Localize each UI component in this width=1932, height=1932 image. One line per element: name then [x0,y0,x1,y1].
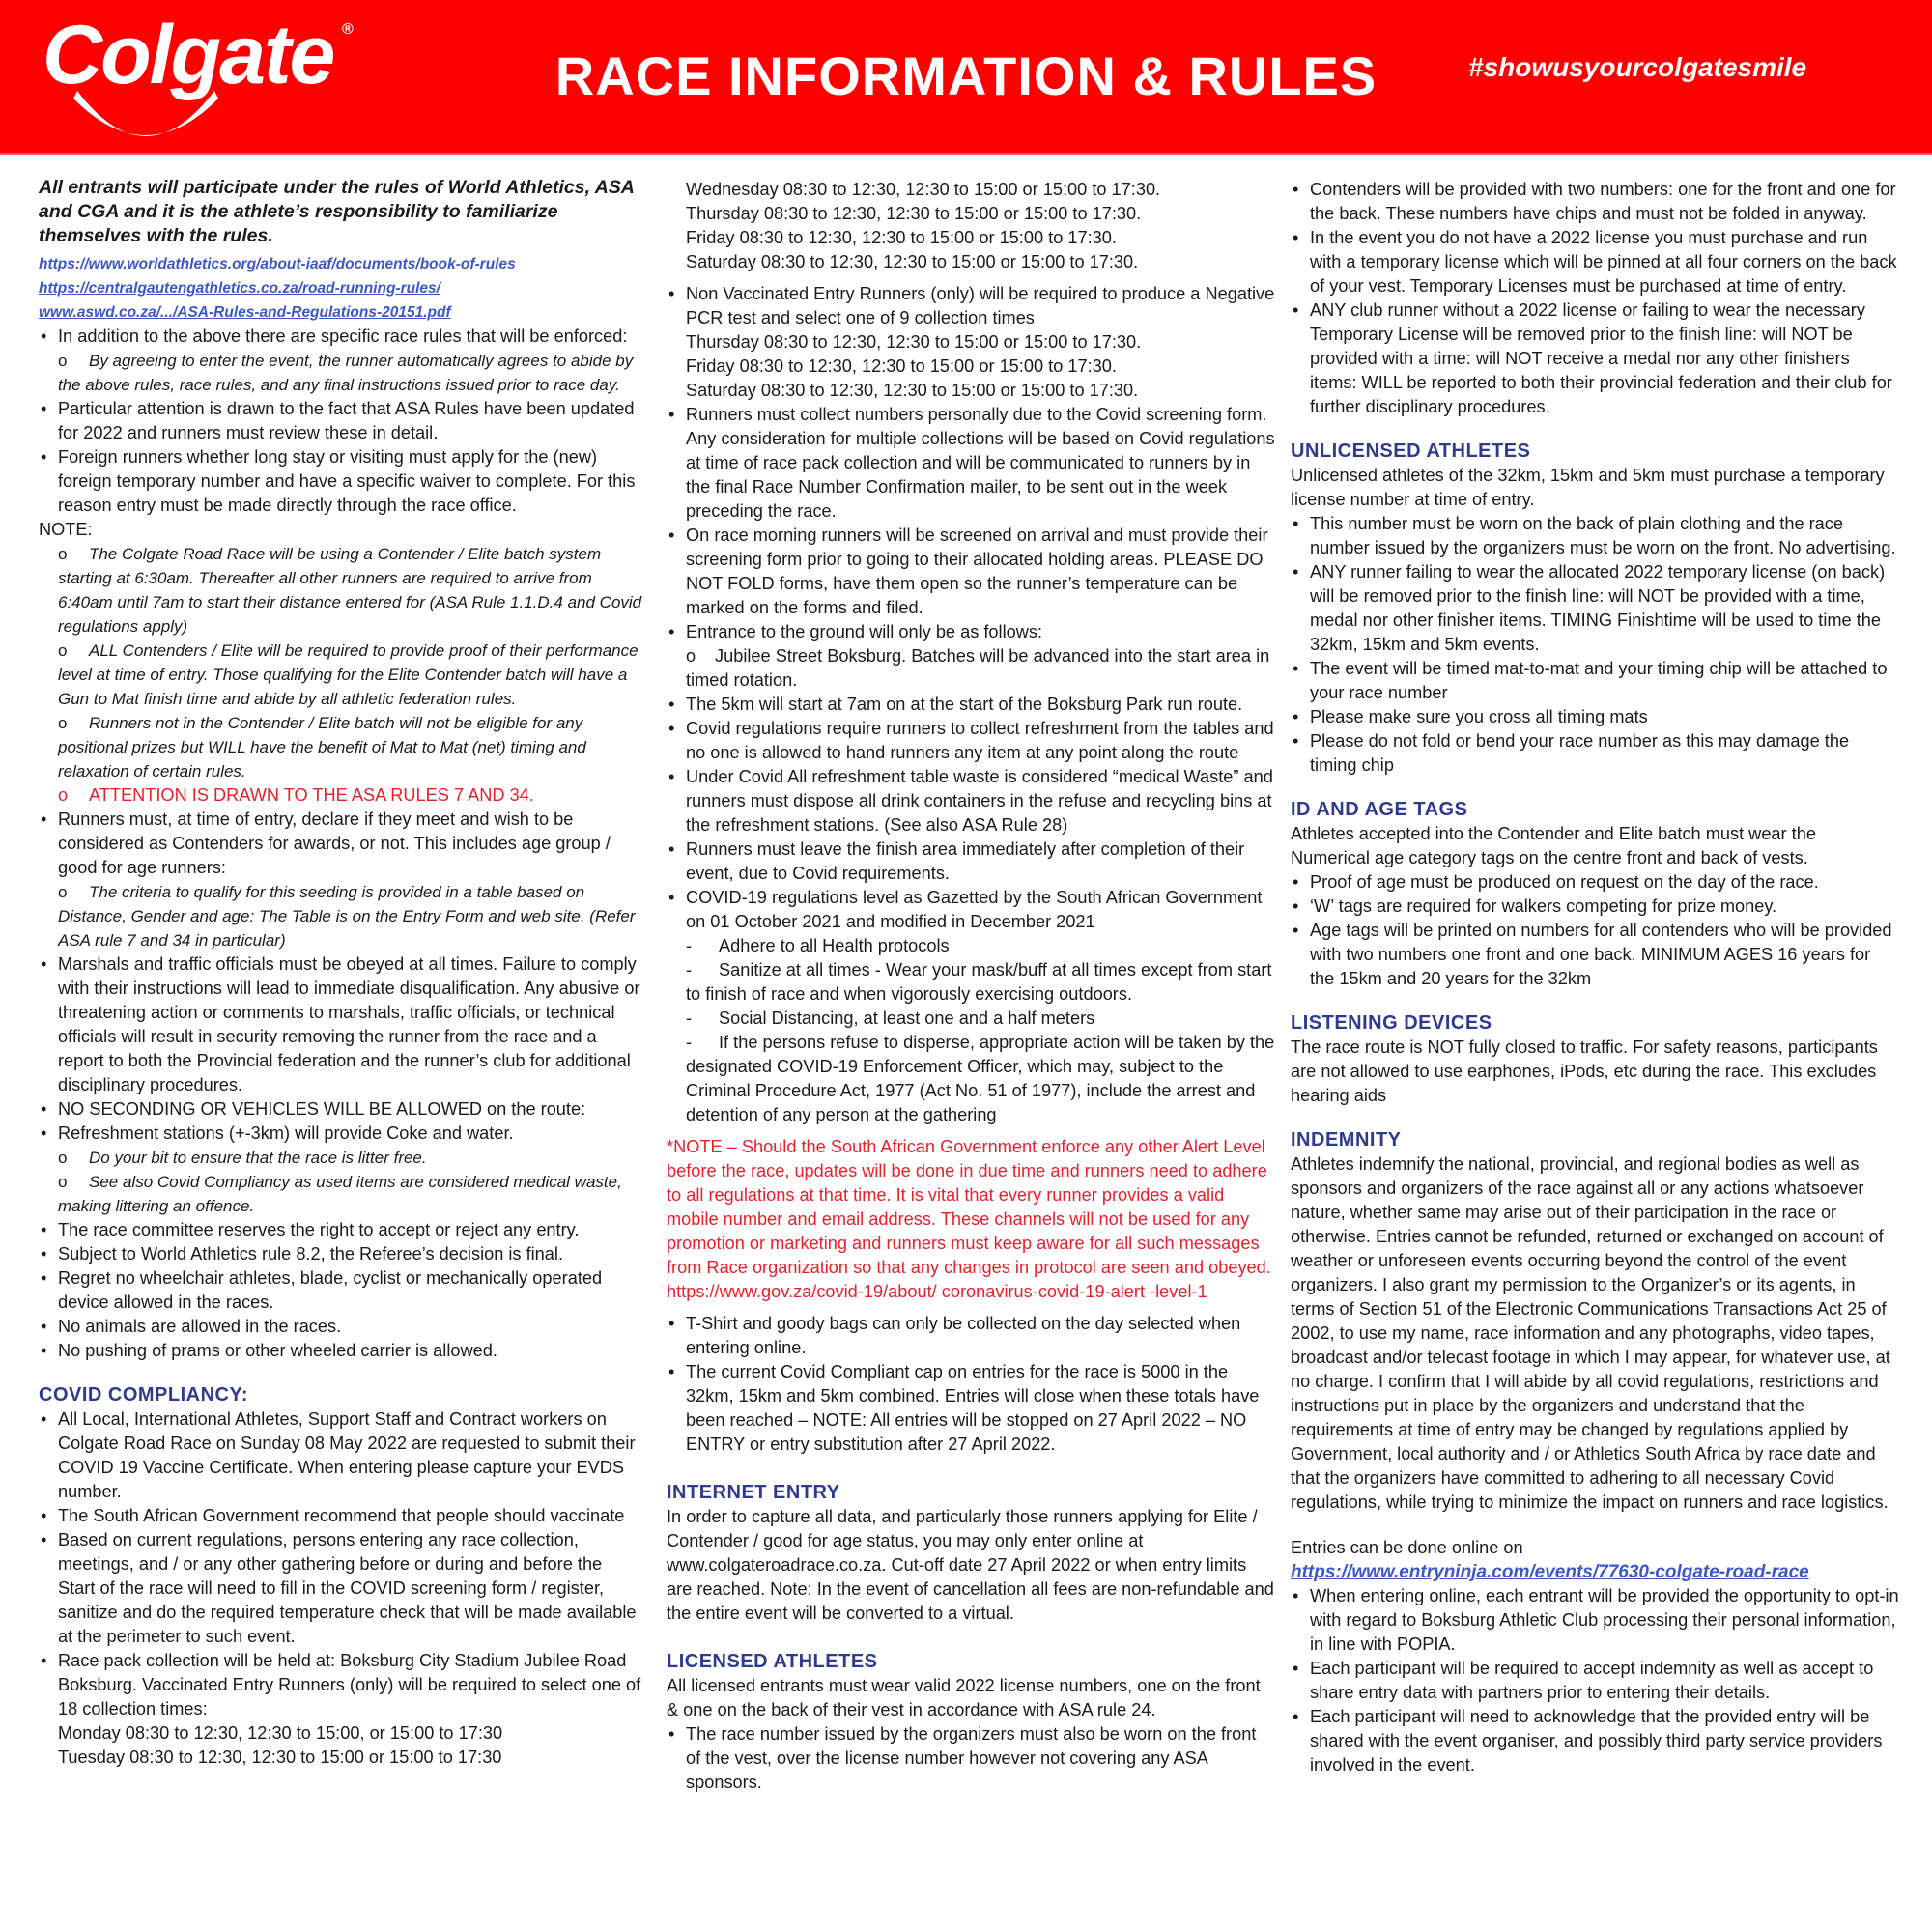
sub-item: o Runners not in the Contender / Elite batch will not be eligible for any positional prizes but WILL have the benefit of Mat to Mat (net) timing and relaxation of certain rules. [58,714,586,781]
list-item: • Non Vaccinated Entry Runners (only) will be required to produce a Negative PCR test and select one of 9 collection times [667,282,1275,330]
section-heading-licensed: LICENSED ATHLETES [667,1651,878,1672]
list-item: • COVID-19 regulations level as Gazetted by the South African Government on 01 October 2021 and modified in December 2021 [667,886,1275,934]
column-middle [667,178,1275,1795]
note-label: NOTE: [39,520,93,539]
list-item: • ANY club runner without a 2022 license or failing to wear the necessary Temporary License will be removed prior to the finish line: will NOT be provided with a time: will NOT receive a medal nor any other finishers items: WILL be reported to both their provincial federation and their club for further disciplinary procedures. [1291,298,1899,419]
list-item: • Each participant will need to acknowledge that the provided entry will be shared with the event organiser, and possibly third party service providers involved in the event. [1291,1705,1899,1777]
list-item: • ‘W’ tags are required for walkers competing for prize money. [1291,895,1899,919]
logo-wordmark: Colgate [43,9,334,101]
list-item: • Regret no wheelchair athletes, blade, cyclist or mechanically operated device allowed in the races. [39,1266,642,1315]
covid-list [39,1407,642,1770]
internet-entry-text: In order to capture all data, and particularly those runners applying for Elite / Contender / good for age status, you may only enter online at www.colgateroadrace.co.za. Cut-off date 27 April 2022 or when entry limits are reached. Note: In the event of cancellation all fees are non-refundable and the entire event will be converted to a virtual. [667,1507,1274,1623]
column-left [39,176,642,1770]
entry-list [667,1312,1275,1457]
alert-item: o ATTENTION IS DRAWN TO THE ASA RULES 7 AND 34. [58,785,534,805]
rules-list [39,325,642,1363]
sub-item: o The criteria to qualify for this seeding is provided in a table based on Distance, Gender and age: The Table is on the Entry Form and web site. (Refer ASA rule 7 and 34 in particular) [58,883,636,950]
listening-text: The race route is NOT fully closed to traffic. For safety reasons, participants are not allowed to use earphones, iPods, etc during the race. This excludes hearing aids [1291,1037,1878,1105]
list-item: • Contenders will be provided with two numbers: one for the front and one for the back. These numbers have chips and must not be folded in anyway. [1291,178,1899,226]
list-item: • Entrance to the ground will only be as follows: [667,620,1275,644]
unlicensed-text: Unlicensed athletes of the 32km, 15km and 5km must purchase a temporary license number at time of entry. [1291,466,1885,509]
list-item: • In addition to the above there are specific race rules that will be enforced: [39,325,642,349]
section-heading-indemnity: INDEMNITY [1291,1129,1402,1151]
list-item: • This number must be worn on the back of plain clothing and the race number issued by the organizers must be worn on the front. No advertising. [1291,512,1899,560]
collection-time: Thursday 08:30 to 12:30, 12:30 to 15:00 or 15:00 to 17:30. [686,204,1142,223]
collection-time: Saturday 08:30 to 12:30, 12:30 to 15:00 or 15:00 to 17:30. [686,381,1139,400]
link-cga-rules[interactable]: https://centralgautengathletics.co.za/road-running-rules/ [39,280,440,297]
list-item: • On race morning runners will be screened on arrival and must provide their screening form prior to going to their allocated holding areas. PLEASE DO NOT FOLD forms, have them open so the runner’s temperature can be marked on the forms and filed. [667,524,1275,620]
id-text: Athletes accepted into the Contender and Elite batch must wear the Numerical age category tags on the centre front and back of vests. [1291,824,1816,867]
list-item: • Covid regulations require runners to collect refreshment from the tables and no one is allowed to hand runners any item at any point along the route [667,717,1275,765]
smile-icon [73,85,218,153]
collection-time: Tuesday 08:30 to 12:30, 12:30 to 15:00 or 15:00 to 17:30 [58,1747,502,1767]
link-world-athletics[interactable]: https://www.worldathletics.org/about-iaaf/documents/book-of-rules [39,256,516,272]
list-item: • Please do not fold or bend your race number as this may damage the timing chip [1291,729,1899,778]
collection-list [667,178,1275,1127]
entries-text: Entries can be done online on [1291,1538,1523,1557]
header-banner [0,0,1932,155]
dash-item: - Adhere to all Health protocols [686,936,950,955]
list-item: • Under Covid All refreshment table waste is considered “medical Waste” and runners must dispose all drink containers in the refuse and recycling bins at the refreshment stations. (See also ASA Rule 28) [667,765,1275,838]
dash-item: - Social Distancing, at least one and a half meters [686,1009,1095,1028]
page-title: RACE INFORMATION & RULES [554,45,1378,106]
list-item: • Each participant will be required to accept indemnity as well as accept to share entry data with partners prior to entering their details. [1291,1657,1899,1705]
hashtag: #showusyourcolgatesmile [1468,52,1807,82]
list-item: • Race pack collection will be held at: Boksburg City Stadium Jubilee Road Boksburg. Vaccinated Entry Runners (only) will be required to select one of 18 collection times: [39,1649,642,1721]
dash-item: - If the persons refuse to disperse, appropriate action will be taken by the designated COVID-19 Enforcement Officer, which may, subject to the Criminal Procedure Act, 1977 (Act No. 51 of 1977), include the arrest and detention of any person at the gathering [686,1033,1275,1124]
collection-time: Friday 08:30 to 12:30, 12:30 to 15:00 or 15:00 to 17:30. [686,228,1117,247]
section-heading-listening: LISTENING DEVICES [1291,1012,1492,1034]
collection-time: Monday 08:30 to 12:30, 12:30 to 15:00, or 15:00 to 17:30 [58,1723,503,1743]
sub-item: o The Colgate Road Race will be using a Contender / Elite batch system starting at 6:30am. Thereafter all other runners are required to arrive from 6:40am until 7am to start their distance entered for (ASA Rule 1.1.D.4 and Covid regulations apply) [58,545,642,636]
list-item: • NO SECONDING OR VEHICLES WILL BE ALLOWED on the route: [39,1097,642,1122]
list-item: • Particular attention is drawn to the fact that ASA Rules have been updated for 2022 and runners must review these in detail. [39,397,642,445]
contender-list [1291,178,1899,419]
list-item: • The South African Government recommend that people should vaccinate [39,1504,642,1528]
list-item: • Runners must leave the finish area immediately after completion of their event, due to Covid requirements. [667,838,1275,886]
link-entryninja[interactable]: https://www.entryninja.com/events/77630-colgate-road-race [1291,1562,1809,1582]
list-item: • Proof of age must be produced on request on the day of the race. [1291,870,1899,895]
alert-note: *NOTE – Should the South African Government enforce any other Alert Level before the race, updates will be done in due time and runners need to adhere to all regulations at that time. It is vital that every runner provides a valid mobile number and email address. These channels will not be used for any promotion or marketing and runners must keep aware for all such messages from Race organization so that any changes in protocol are seen and obeyed. https://www.gov.za/covid-19/about/ coronavirus-covid-19-alert -level-1 [667,1137,1271,1301]
collection-time: Saturday 08:30 to 12:30, 12:30 to 15:00 or 15:00 to 17:30. [686,252,1139,271]
list-item: • In the event you do not have a 2022 license you must purchase and run with a temporary license which will be pinned at all four corners on the back of your vest. Temporary Licenses must be purchased at time of entry. [1291,226,1899,298]
sub-item: o Jubilee Street Boksburg. Batches will be advanced into the start area in timed rotation. [686,646,1270,690]
list-item: • The event will be timed mat-to-mat and your timing chip will be attached to your race number [1291,657,1899,705]
collection-time: Thursday 08:30 to 12:30, 12:30 to 15:00 or 15:00 to 17:30. [686,332,1142,352]
registered-mark: ® [342,21,354,38]
column-right [1291,178,1899,1777]
list-item: • The 5km will start at 7am on at the start of the Boksburg Park run route. [667,693,1275,717]
section-heading-internet-entry: INTERNET ENTRY [667,1482,840,1503]
list-item: • Foreign runners whether long stay or visiting must apply for the (new) foreign temporary number and have a specific waiver to complete. For this reason entry must be made directly through the race office. [39,445,642,518]
colgate-logo [35,8,354,143]
list-item: • Subject to World Athletics rule 8.2, the Referee’s decision is final. [39,1242,642,1266]
list-item: • The current Covid Compliant cap on entries for the race is 5000 in the 32km, 15km and 5km combined. Entries will close when these totals have been reached – NOTE: All entries will be stopped on 27 April 2022 – NO ENTRY or entry substitution after 27 April 2022. [667,1360,1275,1457]
list-item: • Based on current regulations, persons entering any race collection, meetings, and / or any other gathering before or during and before the Start of the race will need to fill in the COVID screening form / register, sanitize and do the required temperature check that will be made available at the perimeter to such event. [39,1528,642,1649]
list-item: • The race number issued by the organizers must also be worn on the front of the vest, over the license number however not covering any ASA sponsors. [667,1722,1275,1795]
collection-time: Friday 08:30 to 12:30, 12:30 to 15:00 or 15:00 to 17:30. [686,356,1117,376]
list-item: • Marshals and traffic officials must be obeyed at all times. Failure to comply with their instructions will lead to immediate disqualification. Any abusive or threatening action or comments to marshals, traffic officials, or technical officials will result in security removing the runner from the race and a report to both the Provincial federation and the runner’s club for additional disciplinary procedures. [39,952,642,1097]
list-item: • Runners must collect numbers personally due to the Covid screening form. Any consideration for multiple collections will be based on Covid regulations at time of race pack collection and will be communicated to runners by in the final Race Number Confirmation mailer, to be sent out in the week preceding the race. [667,403,1275,524]
list-item: • Age tags will be printed on numbers for all contenders who will be provided with two numbers one front and one back. MINIMUM AGES 16 years for the 15km and 20 years for the 32km [1291,919,1899,991]
collection-time: Wednesday 08:30 to 12:30, 12:30 to 15:00 or 15:00 to 17:30. [686,180,1161,199]
sub-item: o ALL Contenders / Elite will be required to provide proof of their performance level at time of entry. Those qualifying for the Elite Contender batch will have a Gun to Mat finish time and abide by all athletic federation rules. [58,641,639,708]
list-item: • Refreshment stations (+-3km) will provide Coke and water. [39,1122,642,1146]
sub-item: o See also Covid Compliancy as used items are considered medical waste, making littering an offence. [58,1173,622,1215]
list-item: • No animals are allowed in the races. [39,1315,642,1339]
list-item: • All Local, International Athletes, Support Staff and Contract workers on Colgate Road Race on Sunday 08 May 2022 are requested to submit their COVID 19 Vaccine Certificate. When entering please capture your EVDS number. [39,1407,642,1504]
section-heading-id-age-tags: ID AND AGE TAGS [1291,799,1468,820]
list-item: • Please make sure you cross all timing mats [1291,705,1899,729]
link-asa-pdf[interactable]: www.aswd.co.za/.../ASA-Rules-and-Regulations-20151.pdf [39,304,451,321]
id-list [1291,870,1899,991]
list-item: • The race committee reserves the right to accept or reject any entry. [39,1218,642,1242]
list-item: • T-Shirt and goody bags can only be collected on the day selected when entering online. [667,1312,1275,1360]
entries-list [1291,1584,1899,1777]
list-item: • ANY runner failing to wear the allocated 2022 temporary license (on back) will be removed prior to the finish line: will NOT be provided with a time, medal nor other finisher items. TIMING Finishtime will be used to time the 32km, 15km and 5km events. [1291,560,1899,657]
licensed-list [667,1722,1275,1795]
licensed-text: All licensed entrants must wear valid 2022 license numbers, one on the front & one on the back of their vest in accordance with ASA rule 24. [667,1676,1261,1719]
list-item: • No pushing of prams or other wheeled carrier is allowed. [39,1339,642,1363]
intro-statement: All entrants will participate under the rules of World Athletics, ASA and CGA and it is the athlete’s responsibility to familiarize themselves with the rules. [39,177,635,246]
sub-item: o Do your bit to ensure that the race is litter free. [58,1149,427,1167]
indemnity-text: Athletes indemnify the national, provincial, and regional bodies as well as sponsors and organizers of the race against all or any actions whatsoever nature, whether same may arise out of their participation in the race or otherwise. Entries cannot be refunded, returned or exchanged on account of weather or unforeseen events occurring beyond the control of the event organizers. I also grant my permission to the Organizer’s or its agents, in terms of Section 51 of the Electronic Communications Transactions Act 25 of 2002, to use my name, race information and any photographs, video tapes, broadcast and/or telecast footage in which I may appear, for whatever use, at no charge. I confirm that I will abide by all covid regulations, restrictions and instructions put in place by the organizers and understand that the requirements at time of entry may be changed by regulations applied by Government, local authority and / or Athletics South Africa by race date and that the organizers have committed to adhering to all necessary Covid regulations, while trying to minimize the impact on runners and race logistics. [1291,1154,1890,1512]
section-heading-covid: COVID COMPLIANCY: [39,1384,249,1406]
dash-item: - Sanitize at all times - Wear your mask/buff at all times except from start to finish of race and when vigorously exercising outdoors. [686,960,1272,1004]
unlicensed-list [1291,512,1899,778]
list-item: • When entering online, each entrant will be provided the opportunity to opt-in with regard to Boksburg Athletic Club processing their personal information, in line with POPIA. [1291,1584,1899,1657]
section-heading-unlicensed: UNLICENSED ATHLETES [1291,440,1531,462]
list-item: • Runners must, at time of entry, declare if they meet and wish to be considered as Contenders for awards, or not. This includes age group / good for age runners: [39,808,642,880]
sub-item: o By agreeing to enter the event, the runner automatically agrees to abide by the above rules, race rules, and any final instructions issued prior to race day. [58,352,634,394]
